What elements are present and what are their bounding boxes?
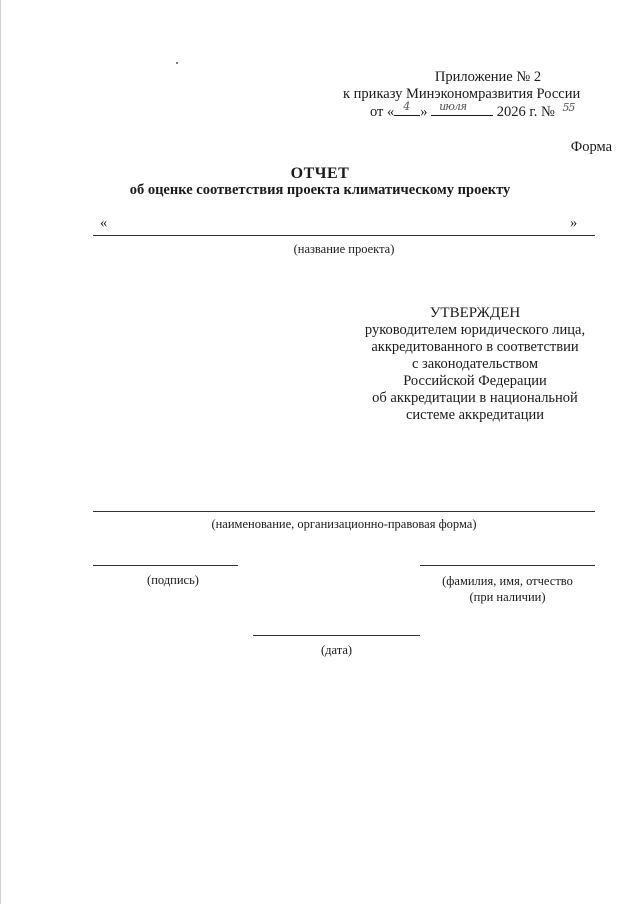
organization-caption: (наименование, организационно-правовая форма): [211, 517, 477, 531]
scan-speck: [176, 62, 178, 64]
month-blank: [431, 100, 493, 116]
organization-line: [93, 511, 595, 512]
approval-heading: УТВЕРЖДЕН: [429, 305, 521, 321]
approval-block: [350, 305, 600, 424]
full-name-line: [420, 565, 595, 566]
month-handwritten: июля: [439, 100, 467, 113]
number-handwritten: 55: [562, 101, 575, 114]
full-name-caption: [405, 573, 610, 605]
date-mid: »: [420, 104, 428, 120]
signature-line: [93, 565, 238, 566]
full-name-caption-line-1: (фамилия, имя, отчество: [442, 574, 573, 588]
project-close-quote: »: [570, 215, 578, 231]
report-subtitle: об оценке соответствия проекта климатическому проекту: [129, 182, 511, 198]
date-prefix: от «: [370, 104, 395, 120]
approval-line: с законодательством: [411, 356, 539, 372]
approval-line: системе аккредитации: [405, 407, 545, 423]
approval-line: Российской Федерации: [403, 373, 547, 389]
appendix-line-2: к приказу Минэкономразвития России: [343, 86, 581, 102]
report-title: ОТЧЕТ: [290, 165, 350, 182]
year-and-number-label: 2026 г. №: [496, 104, 555, 120]
number-blank: [558, 101, 592, 116]
approval-line: аккредитованного в соответствии: [371, 339, 579, 355]
full-name-caption-line-2: (при наличии): [469, 590, 546, 604]
day-blank: [394, 100, 420, 116]
day-handwritten: 4: [403, 100, 410, 113]
scan-edge: [0, 0, 1, 904]
appendix-line-3: [338, 100, 598, 121]
date-line: [253, 635, 420, 636]
project-name-caption: (название проекта): [293, 242, 395, 256]
project-open-quote: «: [100, 215, 108, 231]
project-name-line: [93, 235, 595, 236]
signature-caption: (подпись): [147, 573, 199, 587]
date-caption: (дата): [320, 643, 353, 657]
appendix-line-1: Приложение № 2: [434, 69, 542, 85]
form-label: Форма: [570, 139, 612, 155]
approval-line: руководителем юридического лица,: [364, 322, 586, 338]
approval-line: об аккредитации в национальной: [372, 390, 578, 406]
appendix-header: [338, 69, 598, 121]
